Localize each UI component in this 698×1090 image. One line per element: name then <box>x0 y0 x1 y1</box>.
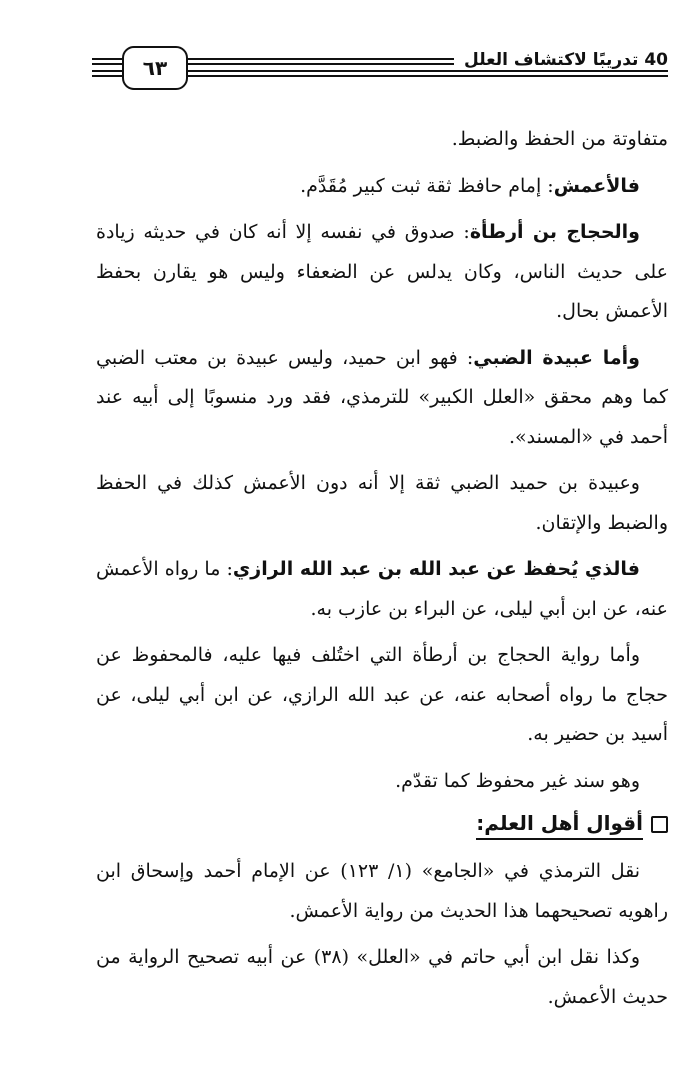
paragraph: وأما عبيدة الضبي: فهو ابن حميد، وليس عبيدة بن معتب الضبي كما وهم محقق «العلل الكبير» للترمذي، فقد ورد منسوبًا إلى أبيه عند أحمد في «المسند». <box>96 346 668 448</box>
page-header <box>92 40 668 104</box>
paragraph: وأما رواية الحجاج بن أرطأة التي اختُلف فيها عليه، فالمحفوظ عن حجاج ما رواه أصحابه عنه، عن عبد الله الرازي، عن ابن أبي ليلى، عن أسيد بن حضير به. <box>96 644 668 745</box>
paragraph: نقل الترمذي في «الجامع» (١/ ١٢٣) عن الإمام أحمد وإسحاق ابن راهويه تصحيحهما هذا الحديث من رواية الأعمش. <box>96 860 668 922</box>
narrator-name: فالذي يُحفظ عن عبد الله بن عبد الله الرازي <box>232 558 641 580</box>
narrator-name: والحجاج بن أرطأة <box>469 221 640 243</box>
page-number: ٦٣ <box>122 46 188 90</box>
paragraph: فالأعمش: إمام حافظ ثقة ثبت كبير مُقَدَّم. <box>300 174 640 197</box>
page-body <box>96 120 668 1024</box>
paragraph: وكذا نقل ابن أبي حاتم في «العلل» (٣٨) عن أبيه تصحيح الرواية من حديث الأعمش. <box>96 946 668 1008</box>
square-bullet-icon <box>651 816 668 833</box>
narrator-name: وأما عبيدة الضبي <box>473 346 640 369</box>
paragraph: متفاوتة من الحفظ والضبط. <box>451 128 668 150</box>
running-head: 40 تدريبًا لاكتشاف العلل <box>454 50 668 70</box>
section-heading <box>96 808 668 840</box>
paragraph: فالذي يُحفظ عن عبد الله بن عبد الله الرازي: ما رواه الأعمش عنه، عن ابن أبي ليلى، عن البراء بن عازب به. <box>96 558 668 620</box>
paragraph: وعبيدة بن حميد الضبي ثقة إلا أنه دون الأعمش كذلك في الحفظ والضبط والإتقان. <box>96 472 668 534</box>
paragraph: والحجاج بن أرطأة: صدوق في نفسه إلا أنه كان في حديثه زيادة على حديث الناس، وكان يدلس عن الضعفاء وليس هو يقارن بحفظ الأعمش بحال. <box>96 221 668 322</box>
narrator-name: فالأعمش <box>553 174 640 197</box>
paragraph: وهو سند غير محفوظ كما تقدّم. <box>395 769 640 792</box>
section-title: أقوال أهل العلم: <box>476 808 643 840</box>
